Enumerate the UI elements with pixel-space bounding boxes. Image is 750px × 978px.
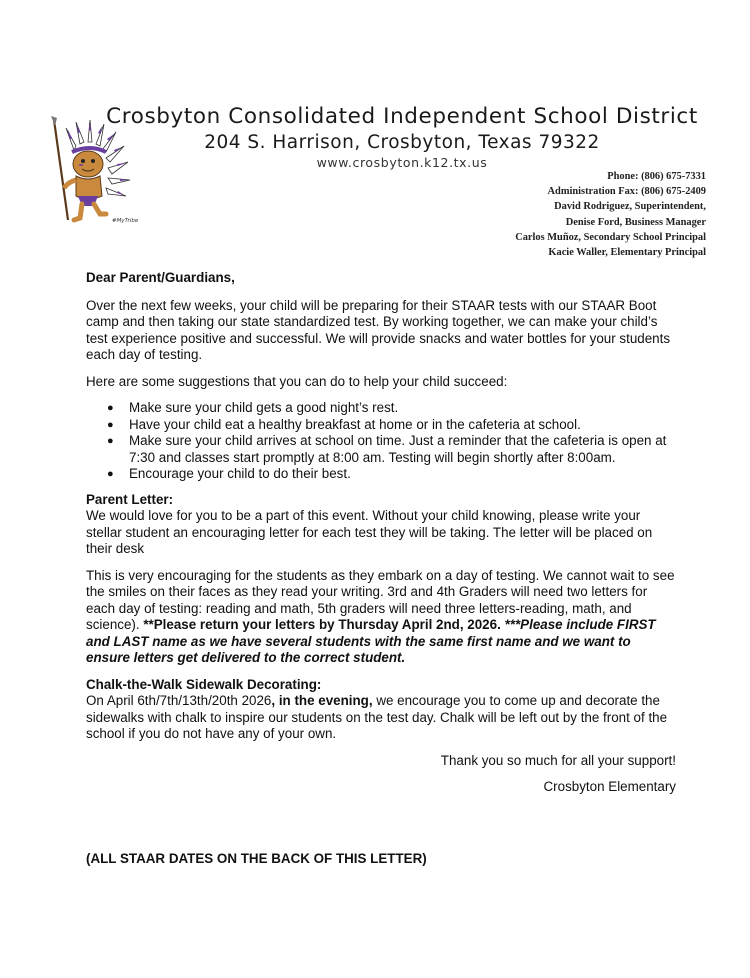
parent-letter-text: We would love for you to be a part of this event. Without your child knowing, please write your stellar student an encouraging letter for each test they will be taking. The letter will be placed on their desk — [86, 508, 653, 556]
district-address: 204 S. Harrison, Crosbyton, Texas 79322 — [204, 132, 600, 153]
contact-fax: Administration Fax: (806) 675-2409 — [547, 186, 706, 198]
encouraging-paragraph — [86, 568, 676, 667]
list-item: ● Make sure your child gets a good night’s rest. — [129, 400, 676, 417]
return-deadline-note: **Please return your letters by Thursday April 2nd, 2026. — [143, 617, 501, 632]
mascot-logo — [46, 116, 138, 228]
list-item: ● Have your child eat a healthy breakfast at home or in the cafeteria at school. — [129, 417, 676, 434]
chalk-dates: On April 6th/7th/13th/20th 2026 — [86, 693, 272, 708]
parent-letter-section — [86, 492, 676, 558]
list-item: ● Encourage your child to do their best. — [129, 466, 676, 483]
greeting: Dear Parent/Guardians, — [86, 270, 235, 285]
full-name-note: ***Please include FIRST and LAST name as we have several students with the same first name and we want to ensure letters get delivered to the correct student. — [86, 617, 656, 665]
parent-letter-heading: Parent Letter: — [86, 491, 174, 507]
district-website: www.crosbyton.k12.tx.us — [316, 155, 488, 170]
chalk-heading: Chalk-the-Walk Sidewalk Decorating: — [86, 676, 322, 692]
chalk-text: we encourage you to come up and decorate the sidewalks with chalk to inspire our students on the test day. Chalk will be left out by the front of the school if you do not have any of your own. — [86, 693, 668, 741]
contact-secondary-principal: Carlos Muñoz, Secondary School Principal — [515, 231, 706, 243]
suggestions-intro: Here are some suggestions that you can do to help your child succeed: — [86, 373, 508, 389]
contact-elementary-principal: Kacie Waller, Elementary Principal — [548, 247, 706, 259]
staar-dates-note: (ALL STAAR DATES ON THE BACK OF THIS LETTER) — [86, 851, 427, 866]
list-item: ● Make sure your child arrives at school on time. Just a reminder that the cafeteria is open at 7:30 and classes start promptly at 8:00 am. Testing will begin shortly after 8:00am. — [129, 433, 676, 466]
district-name: Crosbyton Consolidated Independent School District — [106, 104, 698, 129]
signature: Crosbyton Elementary — [543, 779, 676, 794]
letter-body — [86, 270, 676, 806]
intro-paragraph: Over the next few weeks, your child will be preparing for their STAAR tests with our STAAR Boot camp and then taking our state standardized test. By working together, we can make your child’s test experience positive and successful. We will provide snacks and water bottles for your students each day of testing. — [86, 297, 671, 362]
suggestions-list — [86, 400, 676, 483]
encouraging-text: This is very encouraging for the students as they embark on a day of testing. We cannot wait to see the smiles on their faces as they read your writing. 3rd and 4th Graders will need two letters for each day of testing: reading and math, 5th graders will need three letters-reading, math, and science). — [86, 567, 675, 632]
thanks-line: Thank you so much for all your support! — [440, 752, 676, 768]
chalk-evening: , in the evening, — [271, 693, 373, 708]
contact-block — [515, 169, 706, 260]
contact-superintendent: David Rodriguez, Superintendent, — [554, 201, 706, 213]
contact-business-manager: Denise Ford, Business Manager — [565, 216, 706, 228]
contact-phone: Phone: (806) 675-7331 — [607, 171, 706, 182]
logo-caption: #MyTribe — [112, 218, 138, 224]
chalk-section — [86, 677, 676, 743]
